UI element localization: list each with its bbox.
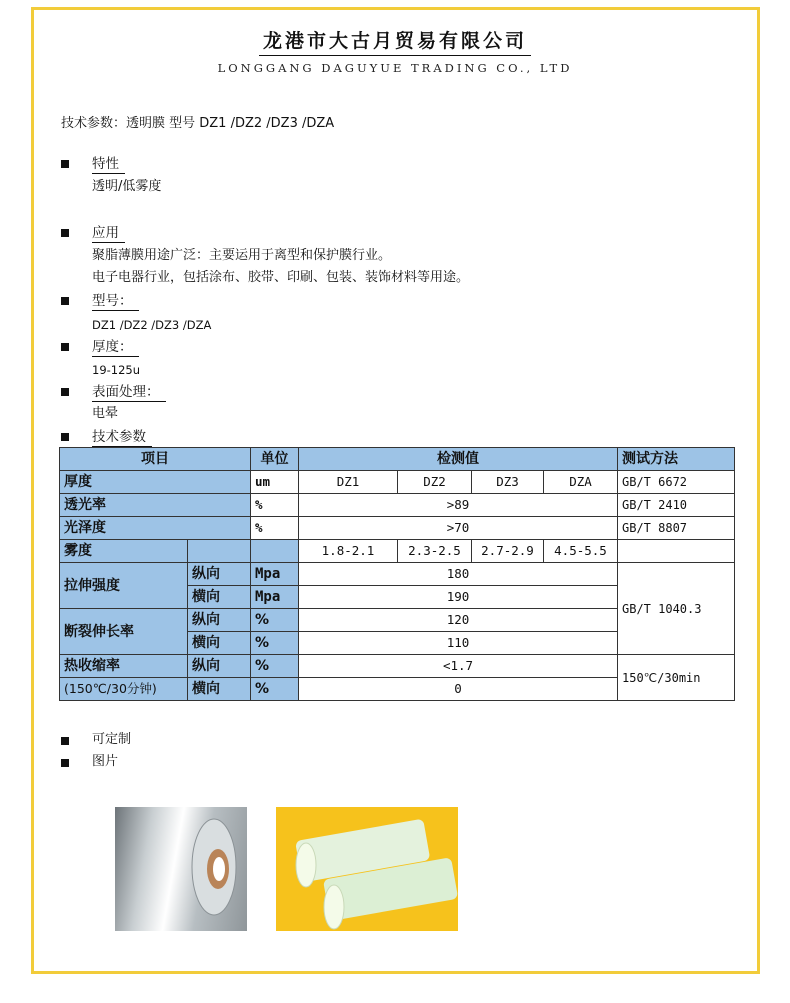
company-name-cn: 龙港市大古月贸易有限公司 — [259, 26, 531, 56]
intro-line: 技术参数：透明膜 型号 DZ1 /DZ2 /DZ3 /DZA — [61, 116, 335, 131]
bullet-icon — [61, 433, 69, 441]
direction-cell: 纵向 — [188, 655, 251, 678]
method-cell: GB/T 6672 — [618, 471, 735, 494]
direction-cell: 纵向 — [188, 563, 251, 586]
unit-cell: Mpa — [251, 563, 299, 586]
section-title-model: 型号： — [92, 293, 139, 311]
unit-cell: % — [251, 494, 299, 517]
row-label-transmittance: 透光率 — [60, 494, 251, 517]
table-row — [60, 494, 735, 517]
direction-cell: 横向 — [188, 586, 251, 609]
value-cell: 1.8-2.1 — [299, 540, 398, 563]
header-method: 测试方法 — [618, 448, 735, 471]
model-cell: DZ1 — [299, 471, 398, 494]
row-sublabel-shrinkage: (150℃/30分钟) — [60, 678, 188, 701]
header-value: 检测值 — [299, 448, 618, 471]
header-item: 项目 — [60, 448, 251, 471]
method-cell: 150℃/30min — [618, 655, 735, 701]
company-header — [0, 26, 790, 56]
application-text-2: 电子电器行业，包括涂布、胶带、印刷、包装、装饰材料等用途。 — [92, 270, 470, 285]
row-label-haze: 雾度 — [60, 540, 188, 563]
film-roll-photo-1 — [115, 807, 247, 931]
bullet-icon — [61, 759, 69, 767]
film-roll-photo-2 — [276, 807, 458, 931]
value-cell: 120 — [299, 609, 618, 632]
film-rolls-graphic — [276, 807, 458, 931]
value-cell: 2.7-2.9 — [472, 540, 544, 563]
value-cell: 2.3-2.5 — [398, 540, 472, 563]
unit-cell: % — [251, 655, 299, 678]
model-cell: DZ2 — [398, 471, 472, 494]
empty-cell — [188, 540, 251, 563]
bullet-icon — [61, 160, 69, 168]
value-cell: >70 — [299, 517, 618, 540]
row-label-tensile: 拉伸强度 — [60, 563, 188, 609]
application-text-1: 聚脂薄膜用途广泛：主要运用于离型和保护膜行业。 — [92, 248, 392, 263]
section-title-surface: 表面处理： — [92, 384, 166, 402]
unit-cell: Mpa — [251, 586, 299, 609]
table-row — [60, 563, 735, 586]
thickness-text: 19-125u — [92, 363, 141, 377]
film-roll-graphic — [115, 807, 247, 931]
empty-cell — [618, 540, 735, 563]
method-cell: GB/T 2410 — [618, 494, 735, 517]
unit-cell: % — [251, 517, 299, 540]
feature-text: 透明/低雾度 — [92, 179, 162, 194]
unit-cell: % — [251, 678, 299, 701]
bullet-icon — [61, 229, 69, 237]
header-unit: 单位 — [251, 448, 299, 471]
value-cell: 110 — [299, 632, 618, 655]
table-row — [60, 540, 735, 563]
value-cell: 180 — [299, 563, 618, 586]
section-title-application: 应用 — [92, 225, 125, 243]
customizable-text: 可定制 — [92, 732, 132, 747]
value-cell: 190 — [299, 586, 618, 609]
unit-cell: % — [251, 609, 299, 632]
row-label-gloss: 光泽度 — [60, 517, 251, 540]
table-row — [60, 471, 735, 494]
bullet-icon — [61, 737, 69, 745]
bullet-icon — [61, 343, 69, 351]
section-title-thickness: 厚度： — [92, 339, 139, 357]
row-label-thickness: 厚度 — [60, 471, 251, 494]
value-cell: 0 — [299, 678, 618, 701]
method-cell: GB/T 8807 — [618, 517, 735, 540]
pictures-text: 图片 — [92, 754, 119, 769]
direction-cell: 纵向 — [188, 609, 251, 632]
row-label-shrinkage: 热收缩率 — [60, 655, 188, 678]
bullet-icon — [61, 297, 69, 305]
row-label-elongation: 断裂伸长率 — [60, 609, 188, 655]
unit-cell: um — [251, 471, 299, 494]
table-header-row — [60, 448, 735, 471]
unit-cell: % — [251, 632, 299, 655]
spec-table — [59, 447, 735, 701]
model-text: DZ1 /DZ2 /DZ3 /DZA — [92, 318, 212, 332]
value-cell: <1.7 — [299, 655, 618, 678]
direction-cell: 横向 — [188, 632, 251, 655]
direction-cell: 横向 — [188, 678, 251, 701]
section-title-feature: 特性 — [92, 156, 125, 174]
model-cell: DZ3 — [472, 471, 544, 494]
surface-text: 电晕 — [92, 406, 119, 421]
bullet-icon — [61, 388, 69, 396]
method-cell: GB/T 1040.3 — [618, 563, 735, 655]
table-row — [60, 655, 735, 678]
company-name-en: LONGGANG DAGUYUE TRADING CO., LTD — [217, 61, 573, 75]
section-title-tech: 技术参数 — [92, 429, 152, 447]
value-cell: 4.5-5.5 — [544, 540, 618, 563]
empty-cell — [251, 540, 299, 563]
model-cell: DZA — [544, 471, 618, 494]
table-row — [60, 517, 735, 540]
value-cell: >89 — [299, 494, 618, 517]
